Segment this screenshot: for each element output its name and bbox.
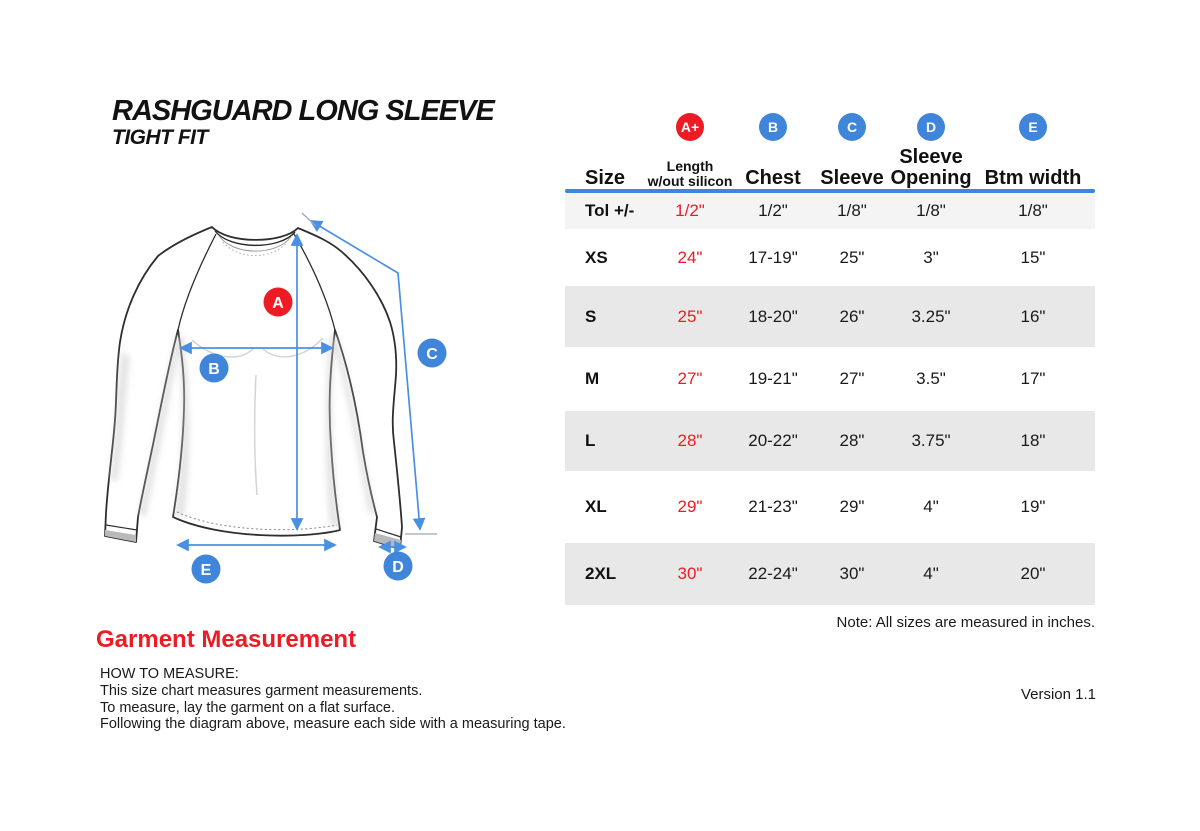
cell-btm-width: 20" bbox=[1020, 564, 1046, 583]
table-row-2xl bbox=[565, 543, 1095, 605]
table-row-tolerance bbox=[565, 193, 1095, 229]
cell-length: 1/2" bbox=[675, 201, 705, 220]
cell-btm-width: 18" bbox=[1020, 431, 1046, 450]
column-header-length bbox=[647, 108, 733, 189]
table-row-xl bbox=[565, 471, 1095, 543]
cell-btm-width: 1/8" bbox=[1018, 201, 1048, 220]
column-label: Sleeve bbox=[820, 167, 884, 189]
cell-btm-width: 16" bbox=[1020, 306, 1046, 326]
how-to-line: To measure, lay the garment on a flat surface. bbox=[100, 699, 395, 716]
badge-a-icon: A+ bbox=[676, 113, 704, 141]
title-block bbox=[112, 96, 494, 149]
size-table bbox=[565, 108, 1095, 631]
measure-tick-top bbox=[302, 213, 316, 226]
cell-length: 27" bbox=[677, 369, 703, 388]
cell-btm-width: 15" bbox=[1020, 247, 1046, 267]
column-label: Length bbox=[666, 158, 714, 174]
table-row-l bbox=[565, 411, 1095, 471]
garment-measurement-heading: Garment Measurement bbox=[96, 626, 357, 653]
cell-sleeve: 28" bbox=[839, 431, 865, 450]
cell-sleeve: 1/8" bbox=[837, 201, 867, 220]
column-label: Sleeve bbox=[899, 146, 963, 168]
cell-length: 24" bbox=[677, 247, 703, 267]
cell-size: L bbox=[585, 431, 596, 450]
svg-text:B: B bbox=[208, 361, 220, 378]
cell-sleeve-opening: 3.25" bbox=[911, 306, 951, 326]
cell-length: 25" bbox=[677, 306, 703, 326]
table-note: Note: All sizes are measured in inches. bbox=[836, 614, 1095, 631]
cell-chest: 1/2" bbox=[758, 201, 788, 220]
column-header-sleeve-opening bbox=[891, 108, 971, 189]
marker-b-icon bbox=[200, 354, 229, 383]
cell-chest: 20-22" bbox=[748, 431, 798, 450]
marker-c-icon bbox=[418, 339, 447, 368]
cell-sleeve: 25" bbox=[839, 247, 865, 267]
cell-sleeve-opening: 3" bbox=[923, 247, 939, 267]
table-body bbox=[565, 193, 1095, 605]
page-subtitle: TIGHT FIT bbox=[112, 126, 208, 149]
badge-e-icon: E bbox=[1019, 113, 1047, 141]
cell-size: XL bbox=[585, 497, 607, 516]
cell-length: 28" bbox=[677, 431, 703, 450]
how-to-line: This size chart measures garment measurements. bbox=[100, 682, 423, 699]
column-header-sleeve bbox=[813, 108, 891, 189]
cell-sleeve-opening: 3.5" bbox=[916, 369, 946, 388]
how-to-measure-block bbox=[100, 666, 566, 733]
marker-a-icon bbox=[264, 288, 293, 317]
badge-b-icon: B bbox=[759, 113, 787, 141]
svg-text:D: D bbox=[392, 559, 404, 576]
cell-chest: 19-21" bbox=[748, 369, 798, 388]
cell-btm-width: 17" bbox=[1020, 369, 1046, 388]
size-header-label: Size bbox=[585, 167, 626, 189]
column-label-line2: w/out silicon bbox=[647, 173, 733, 189]
version-label: Version 1.1 bbox=[1020, 686, 1096, 703]
cell-size: XS bbox=[585, 247, 608, 267]
garment-drawing-svg bbox=[80, 180, 560, 610]
table-row-xs bbox=[565, 229, 1095, 286]
cell-sleeve: 29" bbox=[839, 497, 865, 516]
cell-chest: 18-20" bbox=[748, 306, 798, 326]
cell-sleeve: 30" bbox=[839, 564, 865, 583]
how-to-line: Following the diagram above, measure each side with a measuring tape. bbox=[100, 716, 566, 733]
cell-sleeve: 26" bbox=[839, 306, 865, 326]
cell-sleeve-opening: 1/8" bbox=[916, 201, 946, 220]
cell-length: 30" bbox=[677, 564, 703, 583]
cell-size: M bbox=[585, 369, 600, 388]
cell-sleeve-opening: 4" bbox=[923, 497, 939, 516]
garment-outline-icon bbox=[105, 227, 402, 549]
cell-chest: 17-19" bbox=[748, 247, 798, 267]
badge-d-icon: D bbox=[917, 113, 945, 141]
column-label: Chest bbox=[745, 167, 801, 189]
column-header-size bbox=[565, 108, 647, 189]
cell-size: S bbox=[585, 306, 597, 326]
column-label: Btm width bbox=[984, 167, 1082, 189]
column-label-line2: Opening bbox=[890, 167, 972, 189]
column-header-chest bbox=[733, 108, 813, 189]
svg-text:A: A bbox=[272, 295, 284, 312]
cell-sleeve-opening: 3.75" bbox=[911, 431, 951, 450]
cell-sleeve-opening: 4" bbox=[923, 564, 939, 583]
table-row-s bbox=[565, 286, 1095, 347]
cell-length: 29" bbox=[677, 497, 703, 516]
page-title: RASHGUARD LONG SLEEVE bbox=[112, 95, 494, 127]
how-to-title: HOW TO MEASURE: bbox=[100, 666, 239, 682]
cell-chest: 22-24" bbox=[748, 564, 798, 583]
marker-e-icon bbox=[192, 555, 221, 584]
cell-size: 2XL bbox=[585, 564, 617, 583]
svg-text:E: E bbox=[200, 562, 212, 579]
table-row-m bbox=[565, 347, 1095, 411]
cell-sleeve: 27" bbox=[839, 369, 865, 388]
column-header-btm-width bbox=[971, 108, 1095, 189]
cell-btm-width: 19" bbox=[1020, 497, 1046, 516]
garment-diagram bbox=[80, 180, 560, 610]
badge-c-icon: C bbox=[838, 113, 866, 141]
cell-size: Tol +/- bbox=[585, 201, 635, 220]
table-header bbox=[565, 108, 1095, 189]
cell-chest: 21-23" bbox=[748, 497, 798, 516]
svg-text:C: C bbox=[426, 346, 438, 363]
marker-d-icon bbox=[384, 552, 413, 581]
